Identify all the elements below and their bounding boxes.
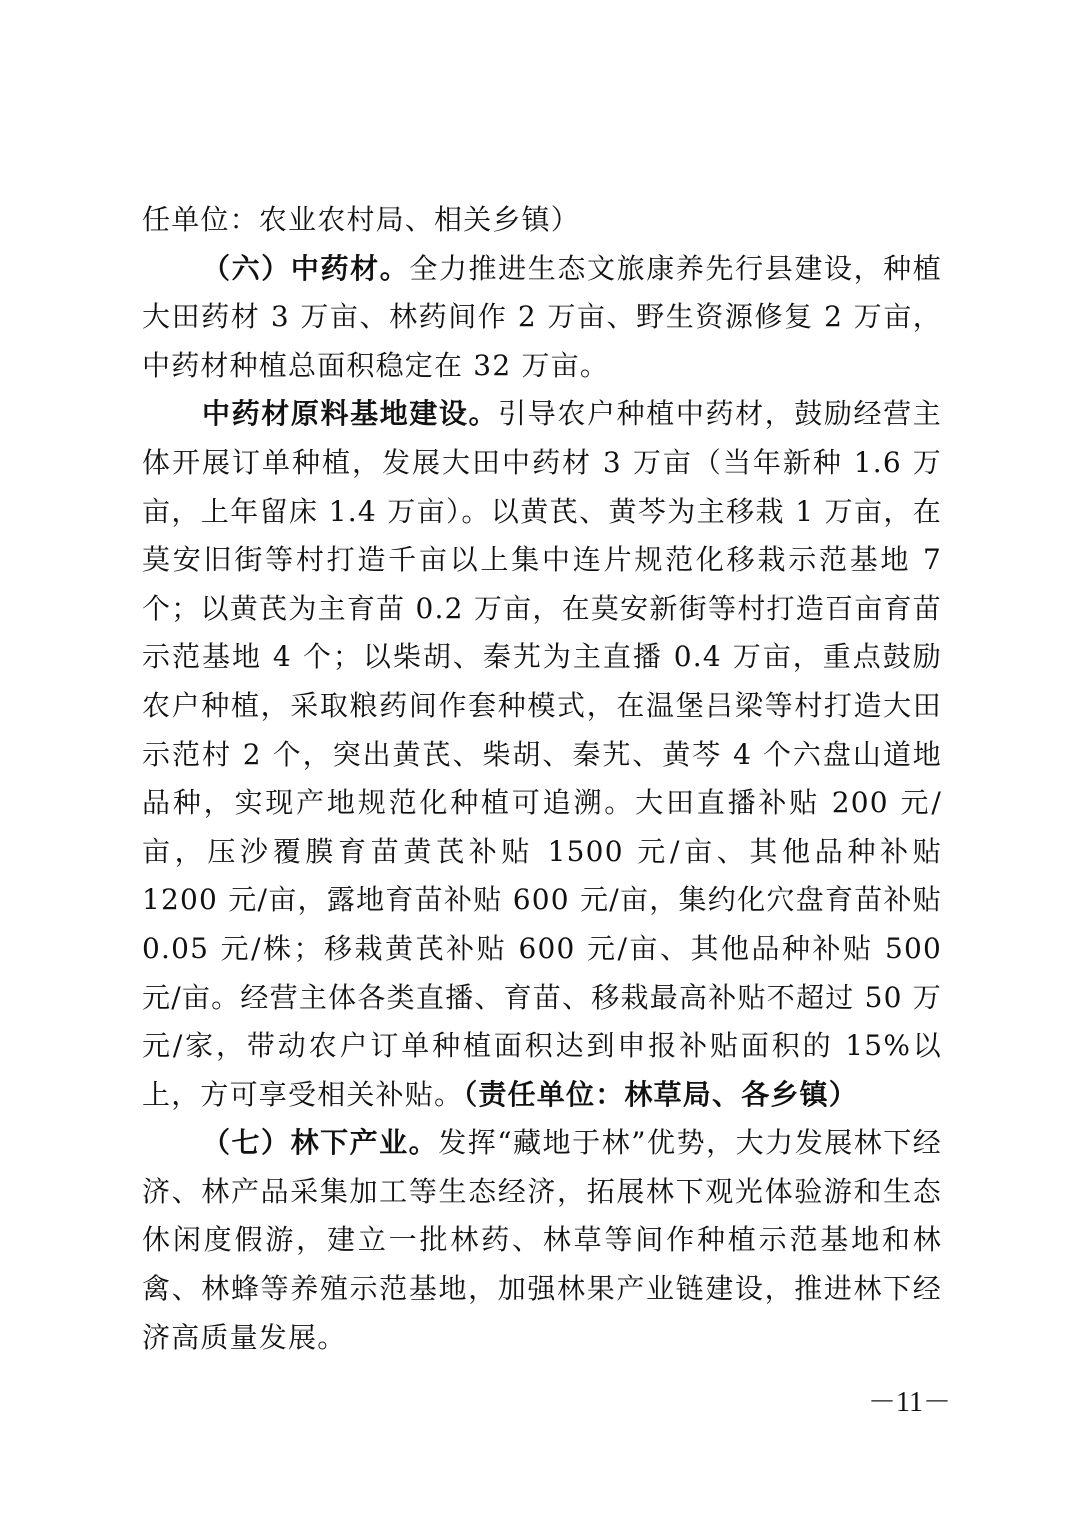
paragraph-base-construction <box>142 390 942 1119</box>
text-run: 发挥“藏地于林”优势，大力发展林下经济、林产品采集加工等生态经济，拓展林下观光体验游和生态休闲度假游，建立一批林药、林草等间作种植示范基地和林禽、林蜂等养殖示范基地，加强林果产业链建设，推进林下经济高质量发展。 <box>142 1126 942 1354</box>
text-run: 全力推进生态文旅康养先行县建设，种植大田药材 3 万亩、林药间作 2 万亩、野生资源修复 2 万亩，中药材种植总面积稳定在 32 万亩。 <box>142 251 943 382</box>
section-heading: （七）林下产业。 <box>202 1126 439 1160</box>
document-page <box>142 196 942 1362</box>
page-number: －11－ <box>868 1387 951 1418</box>
section-heading: （六）中药材。 <box>202 251 410 285</box>
responsible-units: （责任单位：林草局、各乡镇） <box>463 1077 859 1111</box>
subsection-heading: 中药材原料基地建设。 <box>202 397 499 431</box>
text-run: 任单位：农业农村局、相关乡镇） <box>142 203 581 236</box>
paragraph-section-six <box>142 245 942 391</box>
paragraph-section-seven <box>142 1119 942 1362</box>
text-run: 引导农户种植中药材，鼓励经营主体开展订单种植，发展大田中药材 3 万亩（当年新种 1.6 万亩，上年留床 1.4 万亩）。以黄芪、黄芩为主移栽 1 万亩，在莫安旧街等村打造千亩以上集中连片规范化移栽示范基地 7 个；以黄芪为主育苗 0.2 万亩，在莫安新街等村打造百亩育苗示范基地 4 个；以柴胡、秦艽为主直播 0.4 万亩，重点鼓励农户种植，采取粮药间作套种模式，在温堡吕梁等村打造大田示范村 2 个，突出黄芪、柴胡、秦艽、黄芩 4 个六盘山道地品种，实现产地规范化种植可追溯。大田直播补贴 200 元/亩，压沙覆膜育苗黄芪补贴 1500 元/亩、其他品种补贴 1200 元/亩，露地育苗补贴 600 元/亩，集约化穴盘育苗补贴 0.05 元/株；移栽黄芪补贴 600 元/亩、其他品种补贴 500 元/亩。经营主体各类直播、育苗、移栽最高补贴不超过 50 万元/家，带动农户订单种植面积达到申报补贴面积的 15%以上，方可享受相关补贴。 <box>142 397 942 1111</box>
paragraph-continuation <box>142 196 942 245</box>
